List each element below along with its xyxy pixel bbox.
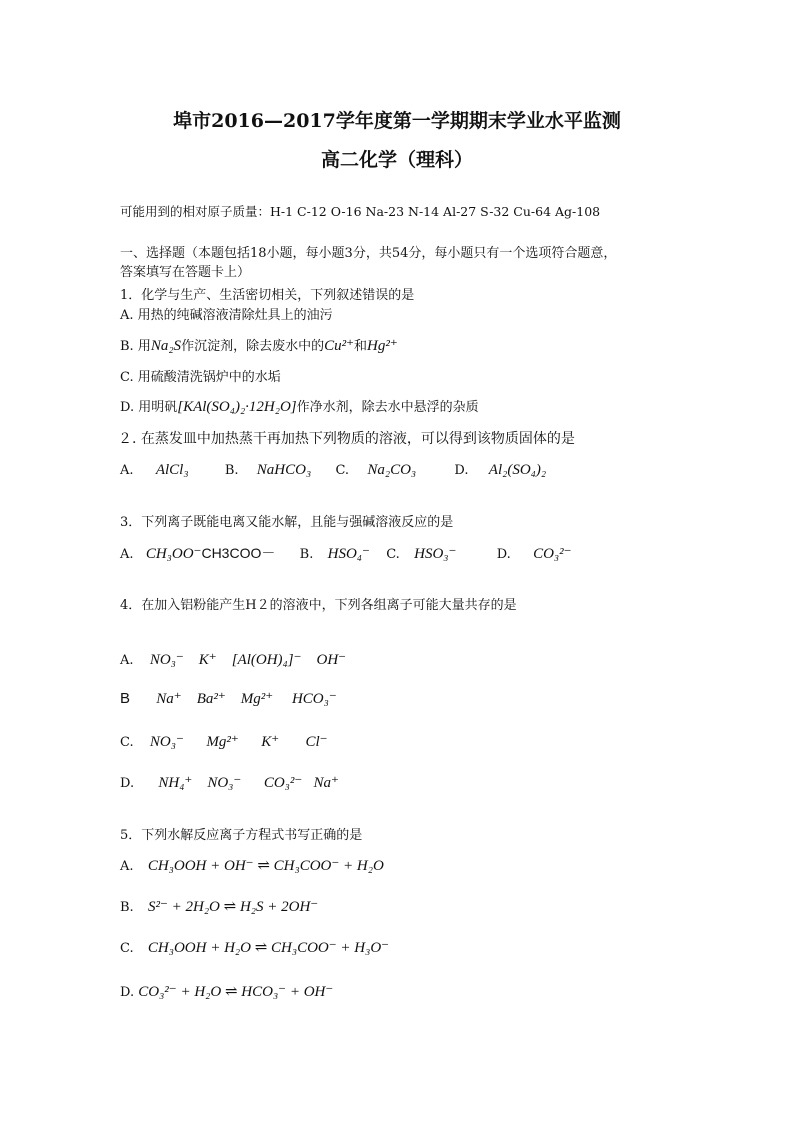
- q5-label-b: B.: [120, 900, 134, 915]
- q1-option-b-mid: 作沉淀剂，除去废水中的: [181, 339, 325, 354]
- q5-stem: 5．下列水解反应离子方程式书写正确的是: [120, 828, 363, 843]
- q3-options: [120, 544, 572, 564]
- q4-label-d: D.: [120, 776, 135, 791]
- atomic-masses: 可能用到的相对原子质量：H-1 C-12 O-16 Na-23 N-14 Al-27 S-32 Cu-64 Ag-108: [120, 204, 601, 219]
- q1-option-d-post: 作净水剂，除去水中悬浮的杂质: [296, 400, 479, 415]
- q1-option-b-and: 和: [354, 339, 368, 354]
- q1-formula-cu: Cu²⁺: [324, 338, 354, 354]
- q3-label-b: B.: [299, 547, 314, 562]
- q5-option-c: [120, 939, 389, 958]
- q3-option-a: CH₃OO⁻: [145, 546, 202, 562]
- page-title: 埠市2016—2017学年度第一学期期末学业水平监测: [173, 110, 621, 132]
- section-instructions-line1: 一、选择题（本题包括18小题，每小题3分，共54分，每小题只有一个选项符合题意，: [120, 246, 617, 261]
- q2-label-d: D.: [454, 463, 469, 478]
- q2-option-c: Na₂CO₃: [367, 462, 417, 478]
- q3-label-a: A.: [120, 547, 134, 562]
- q3-stem: 3．下列离子既能电离又能水解，且能与强碱溶液反应的是: [120, 515, 454, 530]
- q2-option-b: NaHCO₃: [256, 462, 312, 478]
- q4-stem: 4．在加入铝粉能产生H２的溶液中，下列各组离子可能大量共存的是: [120, 598, 517, 613]
- q2-label-b: B.: [224, 463, 239, 478]
- q1-option-a: A. 用热的纯碱溶液清除灶具上的油污: [120, 308, 333, 323]
- q5-label-c: C.: [120, 941, 134, 956]
- q4-option-d-ions: NH₄⁺ NO₃⁻ CO₃²⁻ Na⁺: [158, 775, 339, 791]
- q4-label-c: C.: [120, 735, 134, 750]
- q4-label-a: A.: [120, 653, 134, 668]
- q1-option-d-pre: D. 用明矾: [120, 400, 178, 415]
- q3-option-a-extra: CH3COO－: [201, 545, 276, 561]
- q5-option-a: [120, 857, 384, 876]
- q5-option-b: [120, 898, 318, 917]
- q5-equation-d: CO₃²⁻ + H₂O ⇌ HCO₃⁻ + OH⁻: [138, 984, 334, 1000]
- q5-option-d: [120, 983, 333, 1002]
- q2-option-a: AlCl₃: [155, 462, 189, 478]
- q3-label-d: D.: [496, 547, 511, 562]
- q1-option-d: [120, 398, 479, 417]
- q1-formula-hg: Hg²⁺: [367, 338, 398, 354]
- q3-option-b: HSO₄⁻: [327, 546, 370, 562]
- page-subtitle: 高二化学（理科）: [320, 149, 473, 171]
- q4-option-a-ions: NO₃⁻ K⁺ [Al(OH)₄]⁻ OH⁻: [149, 652, 347, 668]
- q4-option-c-ions: NO₃⁻ Mg²⁺ K⁺ Cl⁻: [149, 734, 328, 750]
- q5-equation-c: CH₃OOH + H₂O ⇌ CH₃COO⁻ + H₃O⁻: [147, 940, 390, 956]
- q1-option-b-pre: B. 用: [120, 339, 151, 354]
- q3-label-c: C.: [386, 547, 400, 562]
- q3-option-c: HSO₃⁻: [414, 546, 457, 562]
- q5-label-a: A.: [120, 859, 134, 874]
- q2-label-a: A.: [120, 463, 134, 478]
- q5-equation-a: CH₃OOH + OH⁻ ⇌ CH₃COO⁻ + H₂O: [147, 858, 384, 874]
- q4-option-d: [120, 774, 339, 793]
- q2-options: [120, 461, 546, 480]
- q5-equation-b: S²⁻ + 2H₂O ⇌ H₂S + 2OH⁻: [147, 899, 319, 915]
- q4-label-b: B: [120, 690, 131, 707]
- q5-label-d: D.: [120, 985, 135, 1000]
- q1-formula-alum: [KAl(SO₄)₂·12H₂O]: [177, 399, 297, 415]
- section-instructions-line2: 答案填写在答题卡上）: [120, 265, 251, 280]
- q4-option-a: [120, 651, 346, 670]
- q1-option-b: [120, 337, 398, 356]
- q4-option-b-ions: Na⁺ Ba²⁺ Mg²⁺ HCO₃⁻: [156, 691, 337, 707]
- q1-option-c: C. 用硫酸清洗锅炉中的水垢: [120, 370, 281, 385]
- q1-stem: 1．化学与生产、生活密切相关，下列叙述错误的是: [120, 288, 415, 303]
- q2-option-d: Al₂(SO₄)₂: [488, 462, 547, 478]
- q1-formula-na2s: Na₂S: [150, 338, 182, 354]
- q2-stem: ２. 在蒸发皿中加热蒸干再加热下列物质的溶液，可以得到该物质固体的是: [118, 431, 575, 447]
- q4-option-b: [120, 690, 337, 709]
- q2-label-c: C.: [335, 463, 350, 478]
- q4-option-c: [120, 733, 328, 752]
- q3-option-d: CO₃²⁻: [533, 546, 572, 562]
